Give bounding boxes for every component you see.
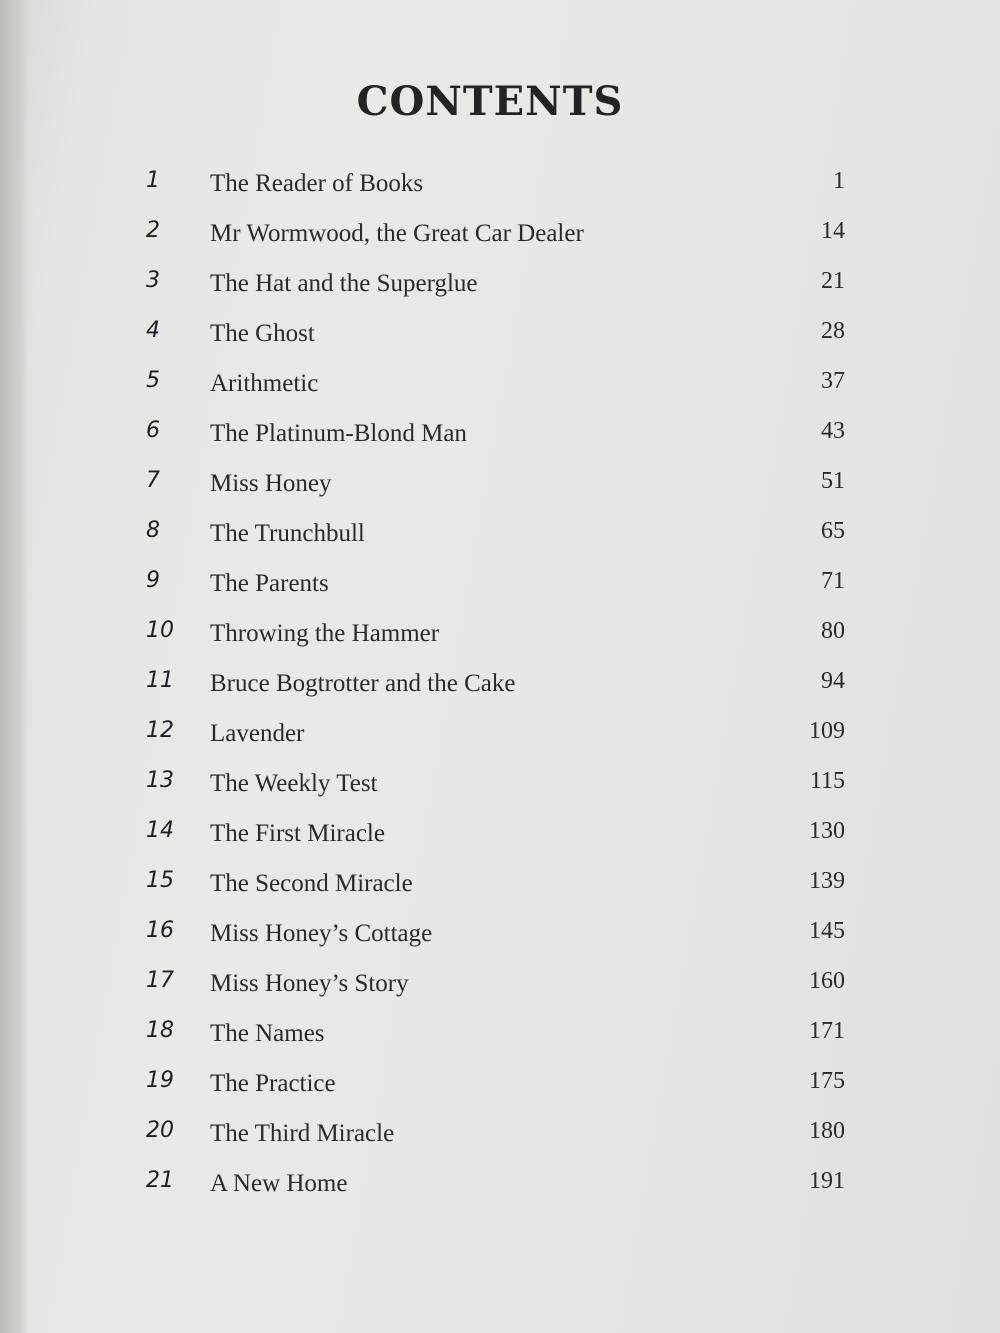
toc-row [0, 160, 1000, 210]
chapter-page-number: 109 [809, 718, 845, 744]
toc-row [0, 310, 1000, 360]
toc-row [0, 510, 1000, 560]
chapter-number: 2 [146, 218, 160, 243]
chapter-title: The Reader of Books [210, 170, 424, 197]
chapter-page-number: 14 [821, 218, 845, 244]
chapter-page-number: 180 [809, 1118, 845, 1144]
chapter-page-number: 80 [821, 618, 845, 644]
chapter-number: 13 [146, 768, 174, 793]
toc-row [0, 560, 1000, 610]
toc-row [0, 710, 1000, 760]
toc-row [0, 860, 1000, 910]
chapter-title: A New Home [210, 1170, 348, 1197]
chapter-number: 15 [146, 868, 174, 893]
chapter-number: 20 [146, 1118, 174, 1143]
toc-row [0, 1110, 1000, 1160]
chapter-title: The Third Miracle [210, 1120, 395, 1147]
chapter-title: The Names [210, 1020, 325, 1047]
chapter-title: The Hat and the Superglue [210, 270, 478, 297]
chapter-number: 1 [146, 168, 160, 193]
toc-row [0, 260, 1000, 310]
toc-row [0, 960, 1000, 1010]
chapter-title: The First Miracle [210, 820, 385, 847]
chapter-number: 8 [146, 518, 160, 543]
chapter-number: 11 [146, 668, 174, 693]
page-title: CONTENTS [356, 78, 624, 125]
chapter-number: 6 [146, 418, 160, 443]
chapter-number: 17 [146, 968, 174, 993]
chapter-title: The Parents [210, 570, 329, 597]
chapter-title: The Ghost [210, 320, 315, 347]
chapter-page-number: 65 [821, 518, 845, 544]
chapter-number: 3 [146, 268, 160, 293]
chapter-title: Miss Honey’s Cottage [210, 920, 433, 947]
chapter-number: 18 [146, 1018, 174, 1043]
chapter-title: Mr Wormwood, the Great Car Dealer [210, 220, 584, 247]
chapter-page-number: 21 [821, 268, 845, 294]
chapter-title: Bruce Bogtrotter and the Cake [210, 670, 516, 697]
toc-row [0, 1160, 1000, 1210]
chapter-title: Miss Honey’s Story [210, 970, 409, 997]
toc-row [0, 410, 1000, 460]
chapter-page-number: 171 [809, 1018, 845, 1044]
chapter-number: 21 [146, 1168, 174, 1193]
chapter-page-number: 71 [821, 568, 845, 594]
chapter-number: 5 [146, 368, 160, 393]
chapter-number: 10 [146, 618, 174, 643]
chapter-page-number: 160 [809, 968, 845, 994]
toc-row [0, 210, 1000, 260]
toc-row [0, 660, 1000, 710]
toc-row [0, 760, 1000, 810]
chapter-title: The Second Miracle [210, 870, 413, 897]
chapter-number: 9 [146, 568, 160, 593]
chapter-number: 19 [146, 1068, 174, 1093]
chapter-page-number: 28 [821, 318, 845, 344]
toc-row [0, 810, 1000, 860]
toc-row [0, 1060, 1000, 1110]
chapter-page-number: 43 [821, 418, 845, 444]
chapter-title: The Practice [210, 1070, 336, 1097]
chapter-number: 12 [146, 718, 174, 743]
toc-row [0, 610, 1000, 660]
chapter-title: The Platinum-Blond Man [210, 420, 467, 447]
chapter-title: The Trunchbull [210, 520, 365, 547]
chapter-title: Throwing the Hammer [210, 620, 440, 647]
chapter-number: 14 [146, 818, 174, 843]
toc-row [0, 460, 1000, 510]
chapter-title: Arithmetic [210, 370, 319, 397]
chapter-page-number: 115 [809, 768, 845, 794]
chapter-number: 16 [146, 918, 174, 943]
toc-row [0, 360, 1000, 410]
chapter-page-number: 51 [821, 468, 845, 494]
chapter-page-number: 145 [809, 918, 845, 944]
chapter-page-number: 1 [833, 168, 845, 194]
chapter-number: 7 [146, 468, 160, 493]
chapter-number: 4 [146, 318, 160, 343]
chapter-page-number: 191 [809, 1168, 845, 1194]
chapter-title: Lavender [210, 720, 305, 747]
chapter-page-number: 94 [821, 668, 845, 694]
chapter-page-number: 175 [809, 1068, 845, 1094]
chapter-page-number: 130 [809, 818, 845, 844]
chapter-page-number: 37 [821, 368, 845, 394]
toc-row [0, 910, 1000, 960]
chapter-title: The Weekly Test [210, 770, 378, 797]
toc-row [0, 1010, 1000, 1060]
chapter-page-number: 139 [809, 868, 845, 894]
chapter-title: Miss Honey [210, 470, 332, 497]
